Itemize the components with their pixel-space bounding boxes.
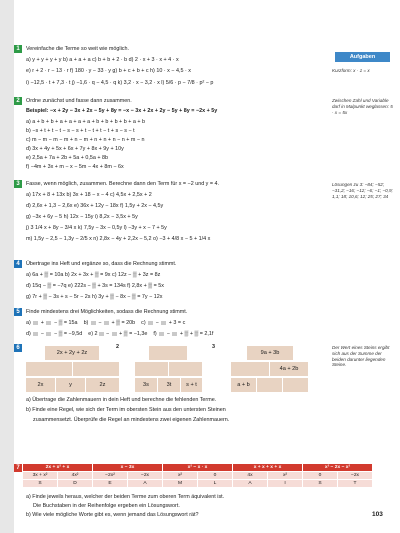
wall-3-bottom-3 (282, 377, 309, 393)
aufgaben-header: Aufgaben (335, 52, 390, 62)
wall-2-mid-left (134, 361, 169, 377)
task-4-row-2: d) 15q − ▒ = −7q e) 222s − ▒ + 3s = 134s f) 2,8x + ▒ = 5x (26, 283, 164, 289)
task-3-instruction: Fasse, wenn möglich, zusammen. Berechne dann den Term für x = −2 und y = 4. (26, 181, 220, 187)
wall-1-mid-right (72, 361, 120, 377)
side-note-kurzform: Kurzform: x · 1 = x (332, 68, 370, 73)
task-4-instruction: Übertrage ins Heft und ergänze so, dass die Rechnung stimmt. (26, 261, 177, 267)
wall-3-mid-right: 4a + 2b (269, 361, 309, 377)
task-6-b-cont: zusammensetzt. Überprüfe die Regel an mindestens zwei eigenen Zahlenmauern. (33, 417, 230, 423)
task-2-b: b) −s + t + t − t − s − s + t − t + t − t + s − s − t (26, 128, 135, 134)
wall-1-bottom-2: y (55, 377, 86, 393)
task-2-d: d) 3x + 4y + 5x + 6x + 7y + 8x + 9y + 10y (26, 146, 124, 152)
page-number: 103 (372, 511, 383, 518)
wall-3-mid-left (230, 361, 270, 377)
task-2-c: c) m − m − m − m + n − m + n + n + n − n + m − n (26, 137, 145, 143)
wall-2-bottom-1: 3s (134, 377, 158, 393)
task-1-row-3: i) −12,5 · t + 7,3 · t j) −1,6 · q − 4,5 · q k) 3,2 · x − 3,2 · x l) 5/6 · p − 7/8 · p² − p (26, 80, 214, 86)
task-3-row-3: g) −3x + 6y − 5 h) 12x − 15y i) 8,2x − 3,5x + 5y (26, 214, 138, 220)
task-2-example: Beispiel: −x + 2y − 3x + 2x − 5y + 8y = −x − 3x + 2x + 2y − 5y + 8y = −2x + 5y (26, 108, 218, 114)
task-3-row-5: m) 1,5y − 2,5 − 1,3y − 2/5 x n) 2,8x − 4y + 2,2x − 5,2 o) −3 + 4/8 x − 5 + 1/4 x (26, 236, 211, 242)
task-3-row-4: j) 3 1/4 x + 8y − 3/4 x k) 7,5y − 3x − 0,5y l) −3y + x − 7 + 5y (26, 225, 167, 231)
wall-3-bottom-1: a + b (230, 377, 257, 393)
side-note-zwischen: Zwischen Zahl und Variable darf in Malpunkt weglassen: 5 · x = 5x (332, 98, 393, 115)
task-7-a: a) Finde jeweils heraus, welcher der beiden Terme zum oberen Term äquivalent ist. (26, 494, 225, 500)
task-5-row-1: a) + − ▒ = 15a b) − + ▒ = 20b c) − + 3 = c (26, 320, 186, 326)
task-1-row-2: e) r + 2 · r − 13 · r f) 180 · y − 33 · y g) b + c + b + c h) 10 · x − 4,5 · x (26, 68, 191, 74)
task-3-row-2: d) 2,6x + 1,3 − 2,6x e) 36x + 12y − 18x f) 1,5y + 2x − 4,5y (26, 203, 164, 209)
task-5-row-2: d) − − ▒ = −9,5d e) 2 − + ▒ = −1,3e f) − + ▒ + ▒ = 2,1f (26, 331, 214, 337)
wall-label-3: 3 (212, 344, 215, 350)
task-4-row-1: a) 6a + ▒ = 10a b) 2x + 3x + ▒ = 9x c) 12z − ▒ + 3z = 8z (26, 272, 161, 278)
task-1-instruction: Vereinfache die Terme so weit wie möglich. (26, 46, 129, 52)
task-number-6: 6 (14, 344, 22, 352)
table-row: 2x + x² + x x − 3x x² − x · x x + x + x + x x² − 2x − x² (23, 464, 373, 472)
task-6-a: a) Übertrage die Zahlenmauern in dein Heft und berechne die fehlenden Terme. (26, 397, 217, 403)
wall-1-bottom-1: 2x (25, 377, 56, 393)
task-number-4: 4 (14, 260, 22, 268)
wall-2-top (148, 345, 188, 361)
wall-label-2: 2 (116, 344, 119, 350)
wall-1-mid-left (25, 361, 73, 377)
task-2-a: a) a + b + b + a + a + a + a + b + b + b + b + a + b (26, 119, 145, 125)
table-row: S D E A M L A I S T (23, 480, 373, 488)
wall-2-bottom-2: 3t (157, 377, 181, 393)
task-7-table (22, 463, 373, 488)
task-4-row-3: g) 7r + ▒ − 3s + s − 5r − 2s h) 3y + ▒ − 8x − ▒ = 7y − 12x (26, 294, 163, 300)
task-7-a-cont: Die Buchstaben in der Reihenfolge ergeben ein Lösungswort. (33, 503, 180, 509)
task-number-3: 3 (14, 180, 22, 188)
margin-band (0, 0, 14, 533)
task-number-7: 7 (14, 464, 22, 472)
task-number-2: 2 (14, 97, 22, 105)
task-2-f: f) −4m + 3x + m − x − 5m − 4x + 8m − 6x (26, 164, 124, 170)
wall-3-top: 9a + 3b (246, 345, 294, 361)
side-note-loesungen: Lösungen zu 3: −84; −52; −31,2; −16; −12; −6; −1; −0,9; 1,1; 18; 10,6; 12; 25; 27; 34 (332, 182, 393, 199)
task-7-b: b) Wie viele mögliche Worte gibt es, wenn jemand das Lösungswort rät? (26, 512, 199, 518)
task-6-b: b) Finde eine Regel, wie sich der Term im obersten Stein aus den untersten Steinen (26, 407, 226, 413)
wall-2-bottom-3: s + t (180, 377, 203, 393)
task-2-e: e) 2,5a + 7a + 2b + 5a + 0,5a + 8b (26, 155, 108, 161)
task-number-5: 5 (14, 308, 22, 316)
task-1-row-1: a) y + y + y + y b) a + a + a c) b + b + 2 · b d) 2 · x + 3 · x + 4 · x (26, 57, 179, 63)
wall-2-mid-right (168, 361, 203, 377)
side-note-stein: Der Wert eines Steins ergibt sich aus der Summe der beiden darunter liegenden Steine. (332, 345, 390, 368)
task-5-instruction: Finde mindestens drei Möglichkeiten, sodass die Rechnung stimmt. (26, 309, 188, 315)
task-number-1: 1 (14, 45, 22, 53)
wall-3-bottom-2 (256, 377, 283, 393)
wall-1-top: 2x + 2y + 2z (44, 345, 100, 361)
task-3-row-1: a) 17x + 8 + 13x b) 3x + 18 − x − 4 c) 4,5x + 2,5x + 2 (26, 192, 152, 198)
table-row: 3x + x² 4x² −2x² −2x x² 0 4x x² 0 −2x (23, 472, 373, 480)
task-2-instruction: Ordne zunächst und fasse dann zusammen. (26, 98, 132, 104)
wall-1-bottom-3: 2z (85, 377, 120, 393)
